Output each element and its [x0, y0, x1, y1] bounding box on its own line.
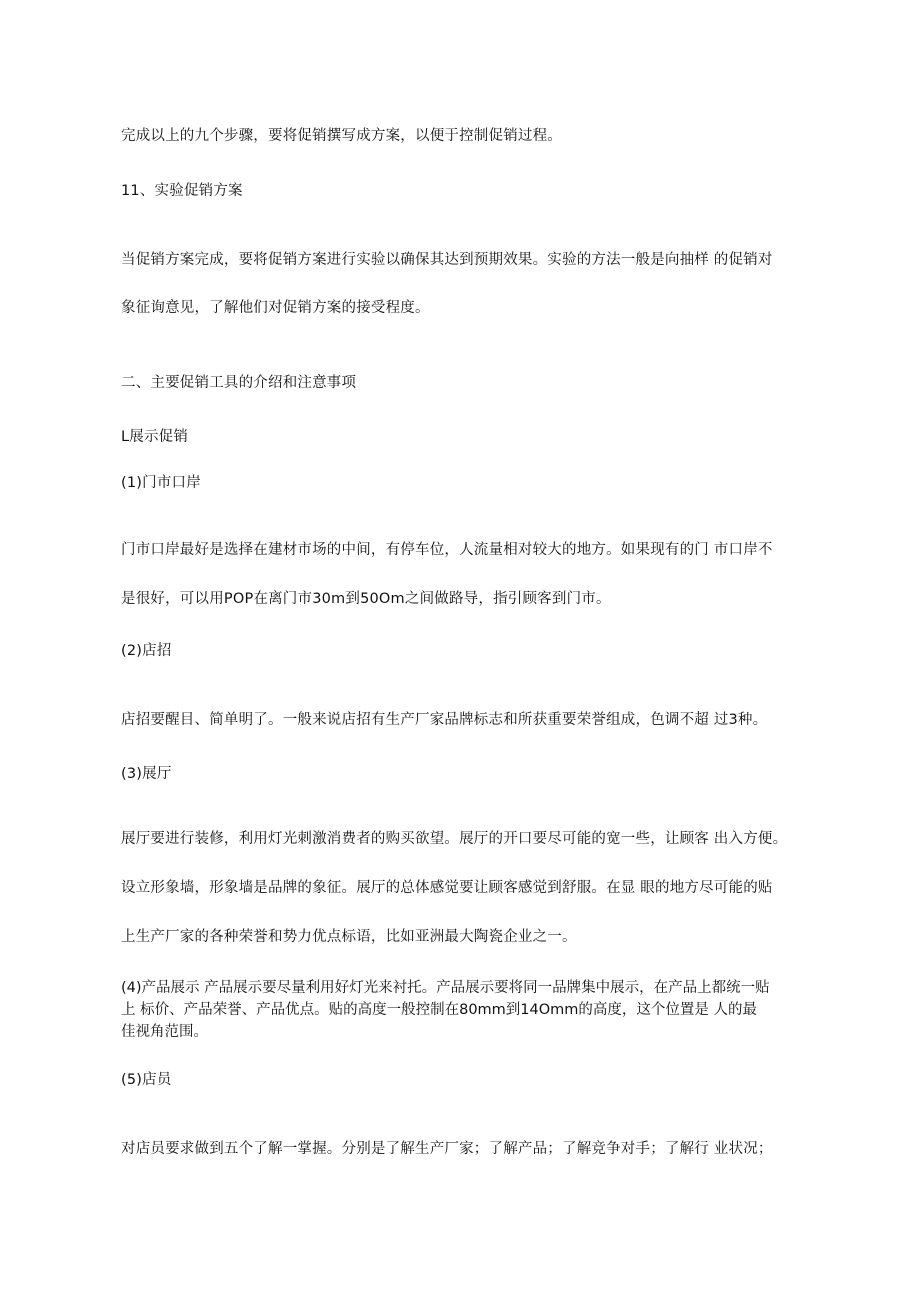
paragraph-showroom-line-3: 上生产厂家的各种荣誉和势力优点标语，比如亚洲最大陶瓷企业之一。 — [121, 929, 577, 945]
heading-section-two: 二、主要促销工具的介绍和注意事项 — [121, 375, 357, 391]
heading-shop-staff: (5)店员 — [121, 1072, 172, 1088]
heading-11-experiment-plan: 11、实验促销方案 — [121, 183, 243, 199]
paragraph-product-display-line-2: 上 标价、产品荣誉、产品优点。贴的高度一般控制在80mm到14Omm的高度，这个位置是 人的最 — [121, 1002, 758, 1018]
paragraph-product-display — [121, 977, 821, 1043]
paragraph-shop-sign: 店招要醒目、简单明了。一般来说店招有生产厂家品牌标志和所获重要荣誉组成，色调不超 过3种。 — [121, 712, 768, 728]
paragraph-showroom-line-1: 展厅要进行装修，利用灯光刺激消费者的购买欲望。展厅的开口要尽可能的宽一些，让顾客 出入方便。 — [121, 831, 788, 847]
heading-storefront-location: (1)门市口岸 — [121, 475, 201, 491]
heading-showroom: (3)展厅 — [121, 766, 172, 782]
paragraph-experiment-line-2: 象征询意见，了解他们对促销方案的接受程度。 — [121, 300, 430, 316]
paragraph-product-display-line-3: 佳视角范围。 — [121, 1024, 208, 1040]
paragraph-storefront-line-2: 是很好，可以用POP在离门市30m到50Om之间做路导，指引顾客到门市。 — [121, 591, 611, 607]
paragraph-product-display-line-1: (4)产品展示 产品展示要尽量利用好灯光来衬托。产品展示要将同一品牌集中展示，在产品上都统一贴 — [121, 980, 770, 996]
heading-shop-sign: (2)店招 — [121, 643, 172, 659]
heading-display-promotion: L展示促销 — [121, 429, 189, 445]
paragraph-experiment-line-1: 当促销方案完成，要将促销方案进行实验以确保其达到预期效果。实验的方法一般是向抽样 的促销对 — [121, 252, 773, 268]
paragraph-showroom-line-2: 设立形象墙，形象墙是品牌的象征。展厅的总体感觉要让顾客感觉到舒服。在显 眼的地方尽可能的贴 — [121, 880, 773, 896]
paragraph-shop-staff: 对店员要求做到五个了解一掌握。分别是了解生产厂家；了解产品；了解竞争对手；了解行 业状况； — [121, 1141, 773, 1157]
paragraph-steps-summary: 完成以上的九个步骤，要将促销撰写成方案，以便于控制促销过程。 — [121, 128, 562, 144]
paragraph-storefront-line-1: 门市口岸最好是选择在建材市场的中间，有停车位，人流量相对较大的地方。如果现有的门 市口岸不 — [121, 542, 773, 558]
